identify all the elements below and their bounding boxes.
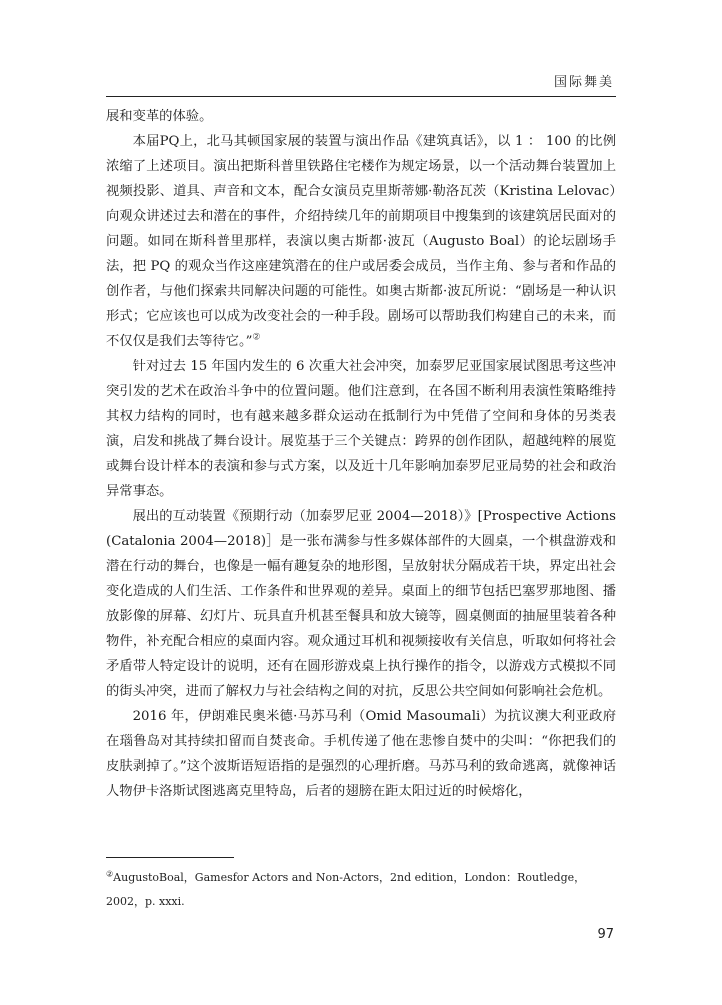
footnote-divider [106, 857, 234, 858]
footnote [106, 866, 616, 914]
footnote-number: ② [106, 869, 114, 879]
paragraph-text: 本届PQ上，北马其顿国家展的装置与演出作品《建筑真话》，以 1 ： 100 的比例浓缩了上述项目。演出把斯科普里铁路住宅楼作为规定场景，以一个活动舞台装置加上视频投影、道具、声音和文本，配合女演员克里斯蒂娜·勒洛瓦茨（Kristina Lelovac）向观众讲述过去和潜在的事件，介绍持续几年的前期项目中搜集到的该建筑居民面对的问题。如同在斯科普里那样，表演以奥古斯都·波瓦（Augusto Boal）的论坛剧场手法，把 PQ 的观众当作这座建筑潜在的住户或居委会成员，当作主角、参与者和作品的创作者，与他们探索共同解决问题的可能性。如奥古斯都·波瓦所说：“剧场是一种认识形式；它应该也可以成为改变社会的一种手段。剧场可以帮助我们构建自己的未来，而不仅仅是我们去等待它。” [106, 134, 616, 349]
page-number: 97 [597, 927, 614, 942]
section-title: 国际舞美 [553, 75, 614, 90]
running-header [106, 68, 616, 97]
footnote-text: AugustoBoal，Gamesfor Actors and Non-Actors，2nd edition，London：Routledge，2002，p. xxxi. [106, 871, 586, 908]
footnote-reference[interactable]: ② [252, 332, 261, 343]
paragraph-continued: 展和变革的体验。 [106, 109, 213, 124]
paragraph-prospective-actions: 展出的互动装置《预期行动（加泰罗尼亚 2004—2018）》[Prospective Actions (Catalonia 2004—2018)］是一张布满参与性多媒体部件的大圆桌，一个棋盘游戏和潜在行动的舞台，也像是一幅有趣复杂的地形图，呈放射状分隔成若干块，界定出社会变化造成的人们生活、工作条件和世界观的差异。桌面上的细节包括巴塞罗那地图、播放影像的屏幕、幻灯片、玩具直升机甚至餐具和放大镜等，圆桌侧面的抽屉里装着各种物件，补充配合相应的桌面内容。观众通过耳机和视频接收有关信息，听取如何将社会矛盾带人特定设计的说明，还有在圆形游戏桌上执行操作的指令，以游戏方式模拟不同的街头冲突，进而了解权力与社会结构之间的对抗，反思公共空间如何影响社会危机。 [106, 509, 616, 699]
paragraph-omid-masoumali: 2016 年，伊朗难民奥米德·马苏马利（Omid Masoumali）为抗议澳大利亚政府在瑙鲁岛对其持续扣留而自焚丧命。手机传递了他在悲惨自焚中的尖叫：“你把我们的皮肤剥掉了。”这个波斯语短语指的是强烈的心理折磨。马苏马利的致命逃离，就像神话人物伊卡洛斯试图逃离克里特岛，后者的翅膀在距太阳过近的时候熔化， [106, 709, 616, 799]
paragraph-north-macedonia [106, 129, 616, 354]
body-text [106, 104, 616, 804]
paragraph-catalonia: 针对过去 15 年国内发生的 6 次重大社会冲突，加泰罗尼亚国家展试图思考这些冲突引发的艺术在政治斗争中的位置问题。他们注意到，在各国不断利用表演性策略维持其权力结构的同时，也有越来越多群众运动在抵制行为中凭借了空间和身体的另类表演，启发和挑战了舞台设计。展览基于三个关键点：跨界的创作团队，超越纯粹的展览或舞台设计样本的表演和参与式方案，以及近十几年影响加泰罗尼亚局势的社会和政治异常事态。 [106, 359, 616, 499]
